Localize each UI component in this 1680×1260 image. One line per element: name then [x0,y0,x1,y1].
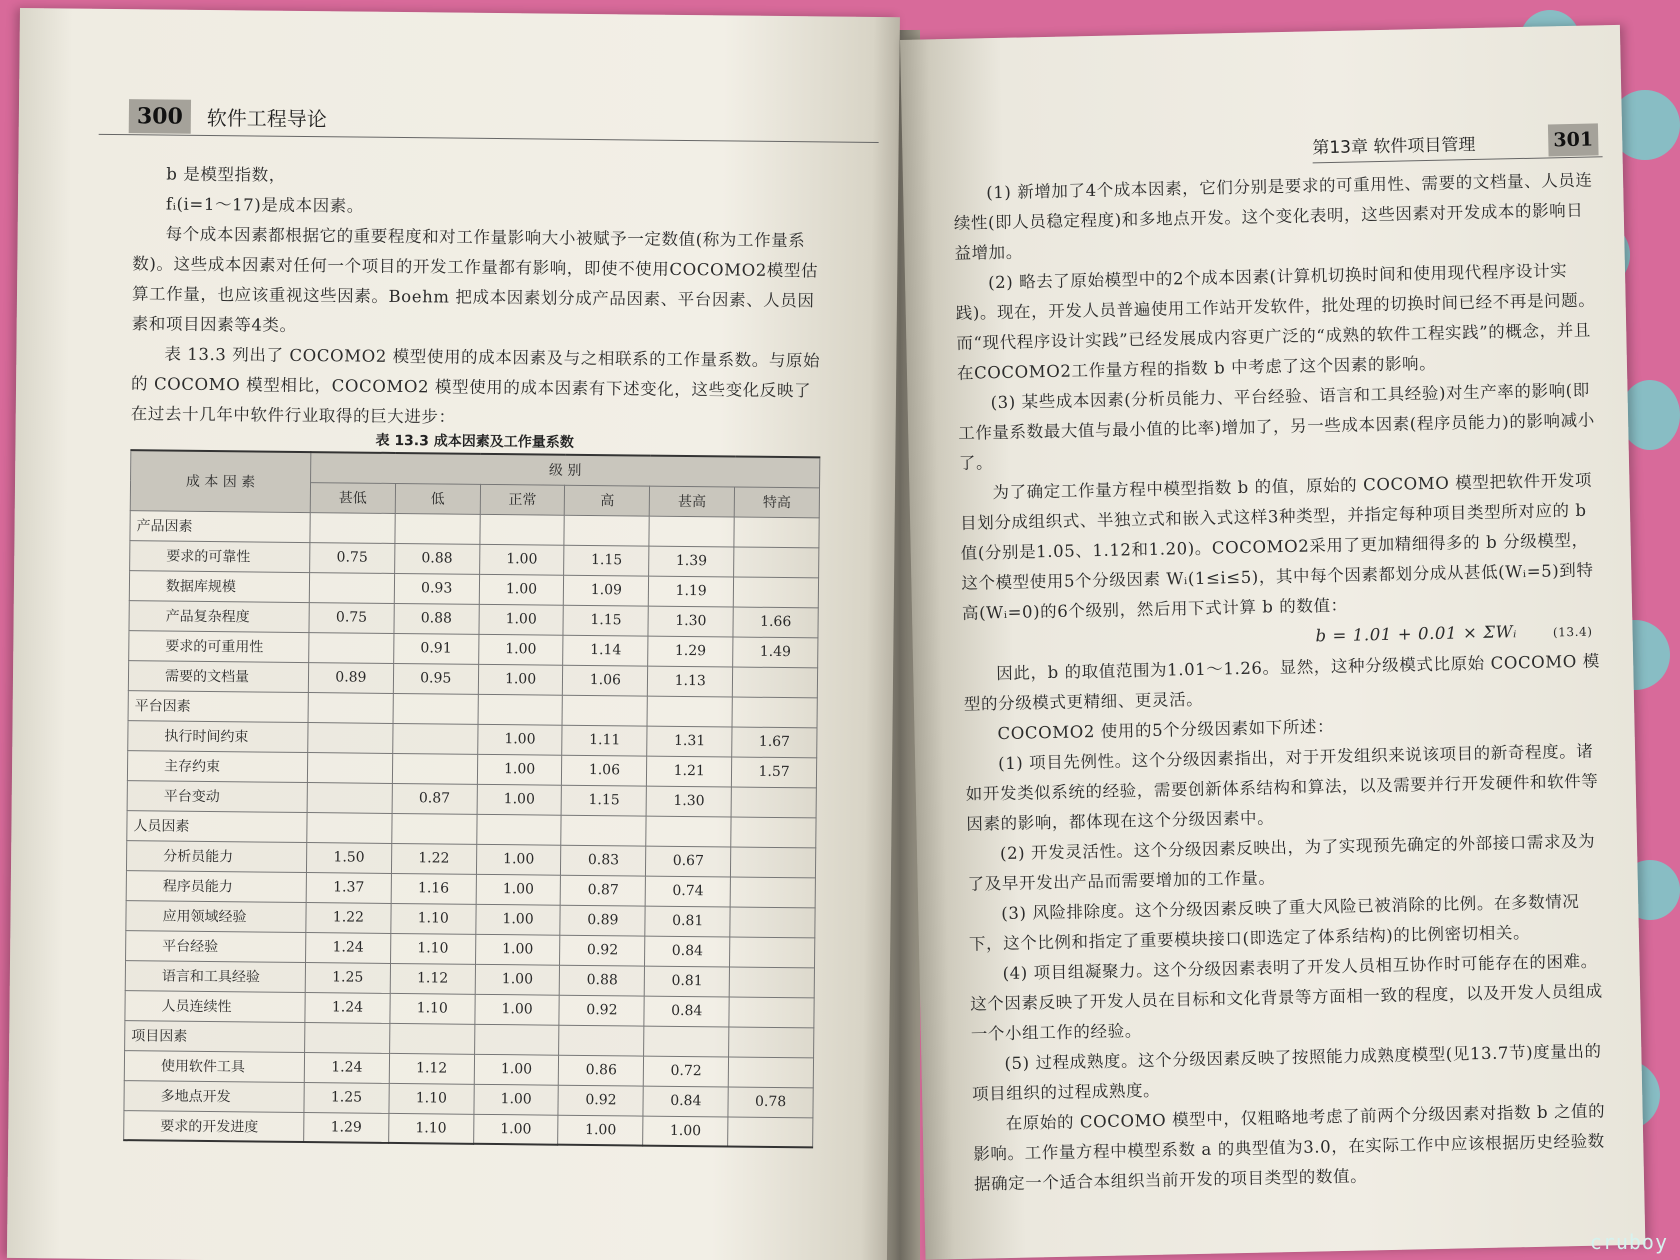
watermark: cruboy [1589,1230,1668,1254]
coefficient-cell: 1.00 [475,904,560,935]
empty-cell [478,694,563,725]
paragraph: (4) 项目组凝聚力。这个分级因素表明了开发人员相互协作时可能存在的困难。这个因素反映了开发人员在目标和文化背景等方面相一致的程度，以及开发人员组成一个小组工作的经验。 [970,951,1603,1044]
coefficient-cell: 1.15 [563,605,648,636]
empty-cell [564,515,649,546]
level-header: 低 [395,483,480,514]
coefficient-cell: 0.84 [644,996,729,1027]
coefficient-cell: 1.10 [388,1113,473,1144]
fabric-dot [1620,380,1680,450]
coefficient-cell: 1.30 [648,606,733,637]
coefficient-cell [307,752,392,783]
coefficient-cell [308,722,393,753]
coefficient-cell: 1.00 [475,964,560,995]
factor-name: 使用软件工具 [124,1050,304,1082]
coefficient-cell: 1.12 [389,1053,474,1084]
empty-cell [734,517,819,548]
empty-cell [563,695,648,726]
coefficient-cell: 1.29 [648,636,733,667]
empty-cell [393,693,478,724]
coefficient-cell: 1.06 [562,755,647,786]
coefficient-cell: 0.89 [560,905,645,936]
coefficient-cell: 1.00 [475,994,560,1025]
coefficient-cell [392,753,477,784]
coefficient-cell: 0.84 [645,936,730,967]
coefficient-cell: 0.74 [645,876,730,907]
coefficient-cell [734,547,819,578]
factor-name: 需要的文档量 [128,660,308,692]
paragraph: (3) 风险排除度。这个分级因素反映了重大风险已被消除的比例。在多数情况下，这个比例和指定了重要模块接口(即选定了体系结构)的比例密切相关。 [968,891,1580,954]
level-header: 甚低 [310,482,395,513]
factor-name: 要求的可靠性 [130,540,310,572]
factor-name: 要求的可重用性 [129,630,309,662]
coefficient-cell: 0.89 [308,662,393,693]
level-header: 正常 [480,484,565,515]
coefficient-cell: 1.10 [391,903,476,934]
coefficient-cell: 1.00 [477,754,562,785]
factor-name: 多地点开发 [124,1080,304,1112]
empty-cell [305,1022,390,1053]
chapter-title: 第13章 软件项目管理 [1312,134,1476,159]
coefficient-cell: 0.83 [561,845,646,876]
level-header: 高 [565,485,650,516]
coefficient-cell: 0.75 [310,542,395,573]
page-number-left: 300 [129,99,191,134]
coefficient-cell: 0.84 [643,1086,728,1117]
table-caption: 表 13.3 成本因素及工作量系数 [375,432,574,451]
empty-cell [732,696,817,727]
coefficient-cell: 0.87 [392,783,477,814]
coefficient-cell: 1.00 [476,844,561,875]
coefficient-cell: 1.10 [390,993,475,1024]
factor-name: 要求的开发进度 [124,1110,304,1142]
empty-cell [480,514,565,545]
coefficient-cell: 0.88 [394,603,479,634]
coefficient-cell: 1.00 [558,1115,643,1146]
paragraph: (1) 项目先例性。这个分级因素指出，对于开发组织来说该项目的新奇程度。诸如开发类似系统的经验，需要创新体系结构和算法，以及需要并行开发硬件和软件等因素的影响，都体现在这个分级因素中。 [965,741,1599,834]
paragraph: (2) 略去了原始模型中的2个成本因素(计算机切换时间和使用现代程序设计实践)。现在，开发人员普遍使用工作站开发软件，批处理的切换时间已经不再是问题。而“现代程序设计实践”已经发展成内容更广泛的“成熟的软件工程实践”的概念，并且在COCOMO2工作量方程的指数 b 中考虑了这个因素的影响。 [955,261,1596,383]
coefficient-cell: 1.24 [306,932,391,963]
coefficient-cell: 0.93 [394,573,479,604]
coefficient-cell: 1.25 [305,962,390,993]
right-page-body [953,166,1614,1200]
factor-name: 人员连续性 [125,990,305,1022]
book-title: 软件工程导论 [206,105,327,132]
coefficient-cell: 1.12 [390,963,475,994]
coefficient-cell: 1.14 [563,635,648,666]
coefficient-cell [731,846,816,877]
coefficient-cell: 1.00 [477,724,562,755]
coefficient-cell: 1.00 [478,634,563,665]
coefficient-cell: 1.19 [649,576,734,607]
coefficient-cell: 1.00 [479,574,564,605]
right-page [900,25,1645,1260]
coefficient-cell: 1.24 [304,1052,389,1083]
coefficient-cell: 0.92 [558,1085,643,1116]
coefficient-cell [309,572,394,603]
factor-group: 人员因素 [127,810,307,842]
paragraph: (2) 开发灵活性。这个分级因素反映出，为了实现预先确定的外部接口需求及为了及早开发出产品而需要增加的工作量。 [967,831,1596,894]
empty-cell [307,812,392,843]
table-body [124,510,820,1147]
factor-name: 平台经验 [126,930,306,962]
coefficient-cell: 1.11 [562,725,647,756]
coefficient-cell: 1.50 [306,842,391,873]
coefficient-cell: 1.21 [647,756,732,787]
left-page-body [131,159,824,436]
coefficient-cell: 1.30 [646,786,731,817]
empty-cell [308,692,393,723]
factor-group: 项目因素 [125,1020,305,1052]
empty-cell [729,1026,814,1057]
coefficient-cell: 1.31 [647,726,732,757]
coefficient-cell: 0.92 [560,935,645,966]
empty-cell [561,815,646,846]
factor-name: 程序员能力 [126,870,306,902]
header-factor: 成 本 因 素 [130,450,311,512]
coefficient-cell: 0.78 [728,1086,813,1117]
right-page-header [1312,123,1603,163]
empty-cell [646,816,731,847]
factor-name: 产品复杂程度 [129,600,309,632]
coefficient-cell: 1.13 [648,666,733,697]
empty-cell [392,813,477,844]
coefficient-cell: 0.81 [645,966,730,997]
paragraph: (5) 过程成熟度。这个分级因素反映了按照能力成熟度模型(见13.7节)度量出的项目组织的过程成熟度。 [971,1041,1602,1104]
factor-name: 语言和工具经验 [125,960,305,992]
paragraph: 因此，b 的取值范围为1.01～1.26。显然，这种分级模式比原始 COCOMO 模型的分级模式更精细、更灵活。 [963,651,1601,714]
coefficient-cell: 0.86 [559,1055,644,1086]
coefficient-cell: 1.49 [733,637,818,668]
factor-name: 平台变动 [127,780,307,812]
empty-cell [731,816,816,847]
coefficient-cell: 1.22 [391,843,476,874]
paragraph: COCOMO2 使用的5个分级因素如下所述： [997,717,1335,744]
empty-cell [395,513,480,544]
empty-cell [476,814,561,845]
left-page-header [99,99,879,143]
paragraph: fᵢ(i=1～17)是成本因素。 [165,194,365,216]
coefficient-cell: 1.09 [564,575,649,606]
empty-cell [310,512,395,543]
empty-cell [559,1025,644,1056]
paragraph: b 是模型指数， [166,164,286,185]
page-number-right: 301 [1548,123,1599,156]
coefficient-cell [731,786,816,817]
coefficient-cell: 0.88 [394,543,479,574]
coefficient-cell: 1.24 [305,992,390,1023]
header-level: 级 别 [311,452,820,487]
coefficient-cell: 1.66 [733,607,818,638]
paragraph: (3) 某些成本因素(分析员能力、平台经验、语言和工具经验)对生产率的影响(即工作量系数最大值与最小值的比率)增加了，另一些成本因素(程序员能力)的影响减小了。 [958,380,1596,473]
coefficient-cell: 1.22 [306,902,391,933]
coefficient-cell: 0.67 [646,846,731,877]
coefficient-cell: 1.00 [475,934,560,965]
coefficient-cell: 1.06 [563,665,648,696]
coefficient-cell [309,632,394,663]
coefficient-cell: 0.88 [560,965,645,996]
coefficient-cell: 0.75 [309,602,394,633]
coefficient-cell: 1.16 [391,873,476,904]
factor-name: 数据库规模 [129,570,309,602]
coefficient-cell: 1.00 [477,784,562,815]
coefficient-cell: 1.37 [306,872,391,903]
coefficient-cell: 1.25 [304,1082,389,1113]
factor-name: 执行时间约束 [128,720,308,752]
paragraph: 每个成本因素都根据它的重要程度和对工作量影响大小被赋予一定数值(称为工作量系数)。这些成本因素对任何一个项目的开发工作量都有影响，即使不使用COCOMO2模型估算工作量，也应该重视这些因素。Boehm 把成本因素划分成产品因素、平台因素、人员因素和项目因素等4类。 [131,224,819,335]
coefficient-cell [730,906,815,937]
cost-factor-table [123,449,820,1148]
coefficient-cell: 1.57 [732,756,817,787]
coefficient-cell [730,936,815,967]
empty-cell [389,1023,474,1054]
coefficient-cell [730,876,815,907]
coefficient-cell [732,667,817,698]
empty-cell [644,1026,729,1057]
left-page [7,8,900,1260]
empty-cell [647,696,732,727]
coefficient-cell: 1.15 [562,785,647,816]
coefficient-cell: 1.00 [478,664,563,695]
coefficient-cell: 1.10 [390,933,475,964]
coefficient-cell: 1.39 [649,546,734,577]
coefficient-cell [728,1116,813,1147]
paragraph: 为了确定工作量方程中模型指数 b 的值，原始的 COCOMO 模型把软件开发项目划分成组织式、半独立式和嵌入式这样3种类型，并指定每种项目类型所对应的 b 值(分别是1.05、1.12和1.20)。COCOMO2采用了更加精细得多的 b 分级模型，这个模型使用5个分级因素 Wᵢ(1≤i≤5)，其中每个因素都划分成从甚低(Wᵢ=5)到特高(Wᵢ=0)的6个级别，然后用下式计算 b 的数值： [959,470,1594,623]
coefficient-cell: 0.87 [561,875,646,906]
coefficient-cell: 0.92 [559,995,644,1026]
empty-cell [474,1024,559,1055]
coefficient-cell: 1.29 [304,1112,389,1143]
coefficient-cell [307,782,392,813]
factor-group: 平台因素 [128,690,308,722]
empty-cell [649,516,734,547]
coefficient-cell [728,1056,813,1087]
factor-name: 应用领域经验 [126,900,306,932]
coefficient-cell: 0.81 [645,906,730,937]
coefficient-cell [393,723,478,754]
factor-name: 分析员能力 [126,840,306,872]
table-row [124,1110,813,1147]
coefficient-cell: 1.00 [474,1054,559,1085]
level-header: 特高 [734,487,819,518]
coefficient-cell: 1.00 [479,604,564,635]
coefficient-cell: 1.00 [474,1084,559,1115]
paragraph: (1) 新增加了4个成本因素，它们分别是要求的可重用性、需要的文档量、人员连续性(即人员稳定程度)和多地点开发。这个变化表明，这些因素对开发成本的影响日益增加。 [953,170,1593,263]
coefficient-cell: 0.95 [393,663,478,694]
formula-number: (13.4) [1552,624,1593,640]
paragraph: 在原始的 COCOMO 模型中，仅粗略地考虑了前两个分级因素对指数 b 之值的影响。工作量方程中模型系数 a 的典型值为3.0，在实际工作中应该根据历史经验数据确定一个适合本组织当前开发的项目类型的数值。 [973,1101,1606,1194]
coefficient-cell [729,966,814,997]
coefficient-cell: 1.00 [643,1116,728,1147]
coefficient-cell: 1.15 [564,545,649,576]
factor-group: 产品因素 [130,510,310,542]
paragraph: 表 13.3 列出了 COCOMO2 模型使用的成本因素及与之相联系的工作量系数。与原始的 COCOMO 模型相比，COCOMO2 模型使用的成本因素有下述变化，这些变化反映了在过去十几年中软件行业取得的巨大进步： [130,344,821,427]
coefficient-cell: 1.10 [389,1083,474,1114]
level-header: 甚高 [650,486,735,517]
coefficient-cell: 1.00 [476,874,561,905]
coefficient-cell: 0.72 [644,1056,729,1087]
formula: b = 1.01 + 0.01 × ΣWᵢ [1315,622,1518,646]
coefficient-cell: 0.91 [393,633,478,664]
coefficient-cell [729,996,814,1027]
coefficient-cell: 1.00 [479,544,564,575]
coefficient-cell [733,577,818,608]
coefficient-cell: 1.00 [473,1114,558,1145]
factor-name: 主存约束 [127,750,307,782]
coefficient-cell: 1.67 [732,726,817,757]
